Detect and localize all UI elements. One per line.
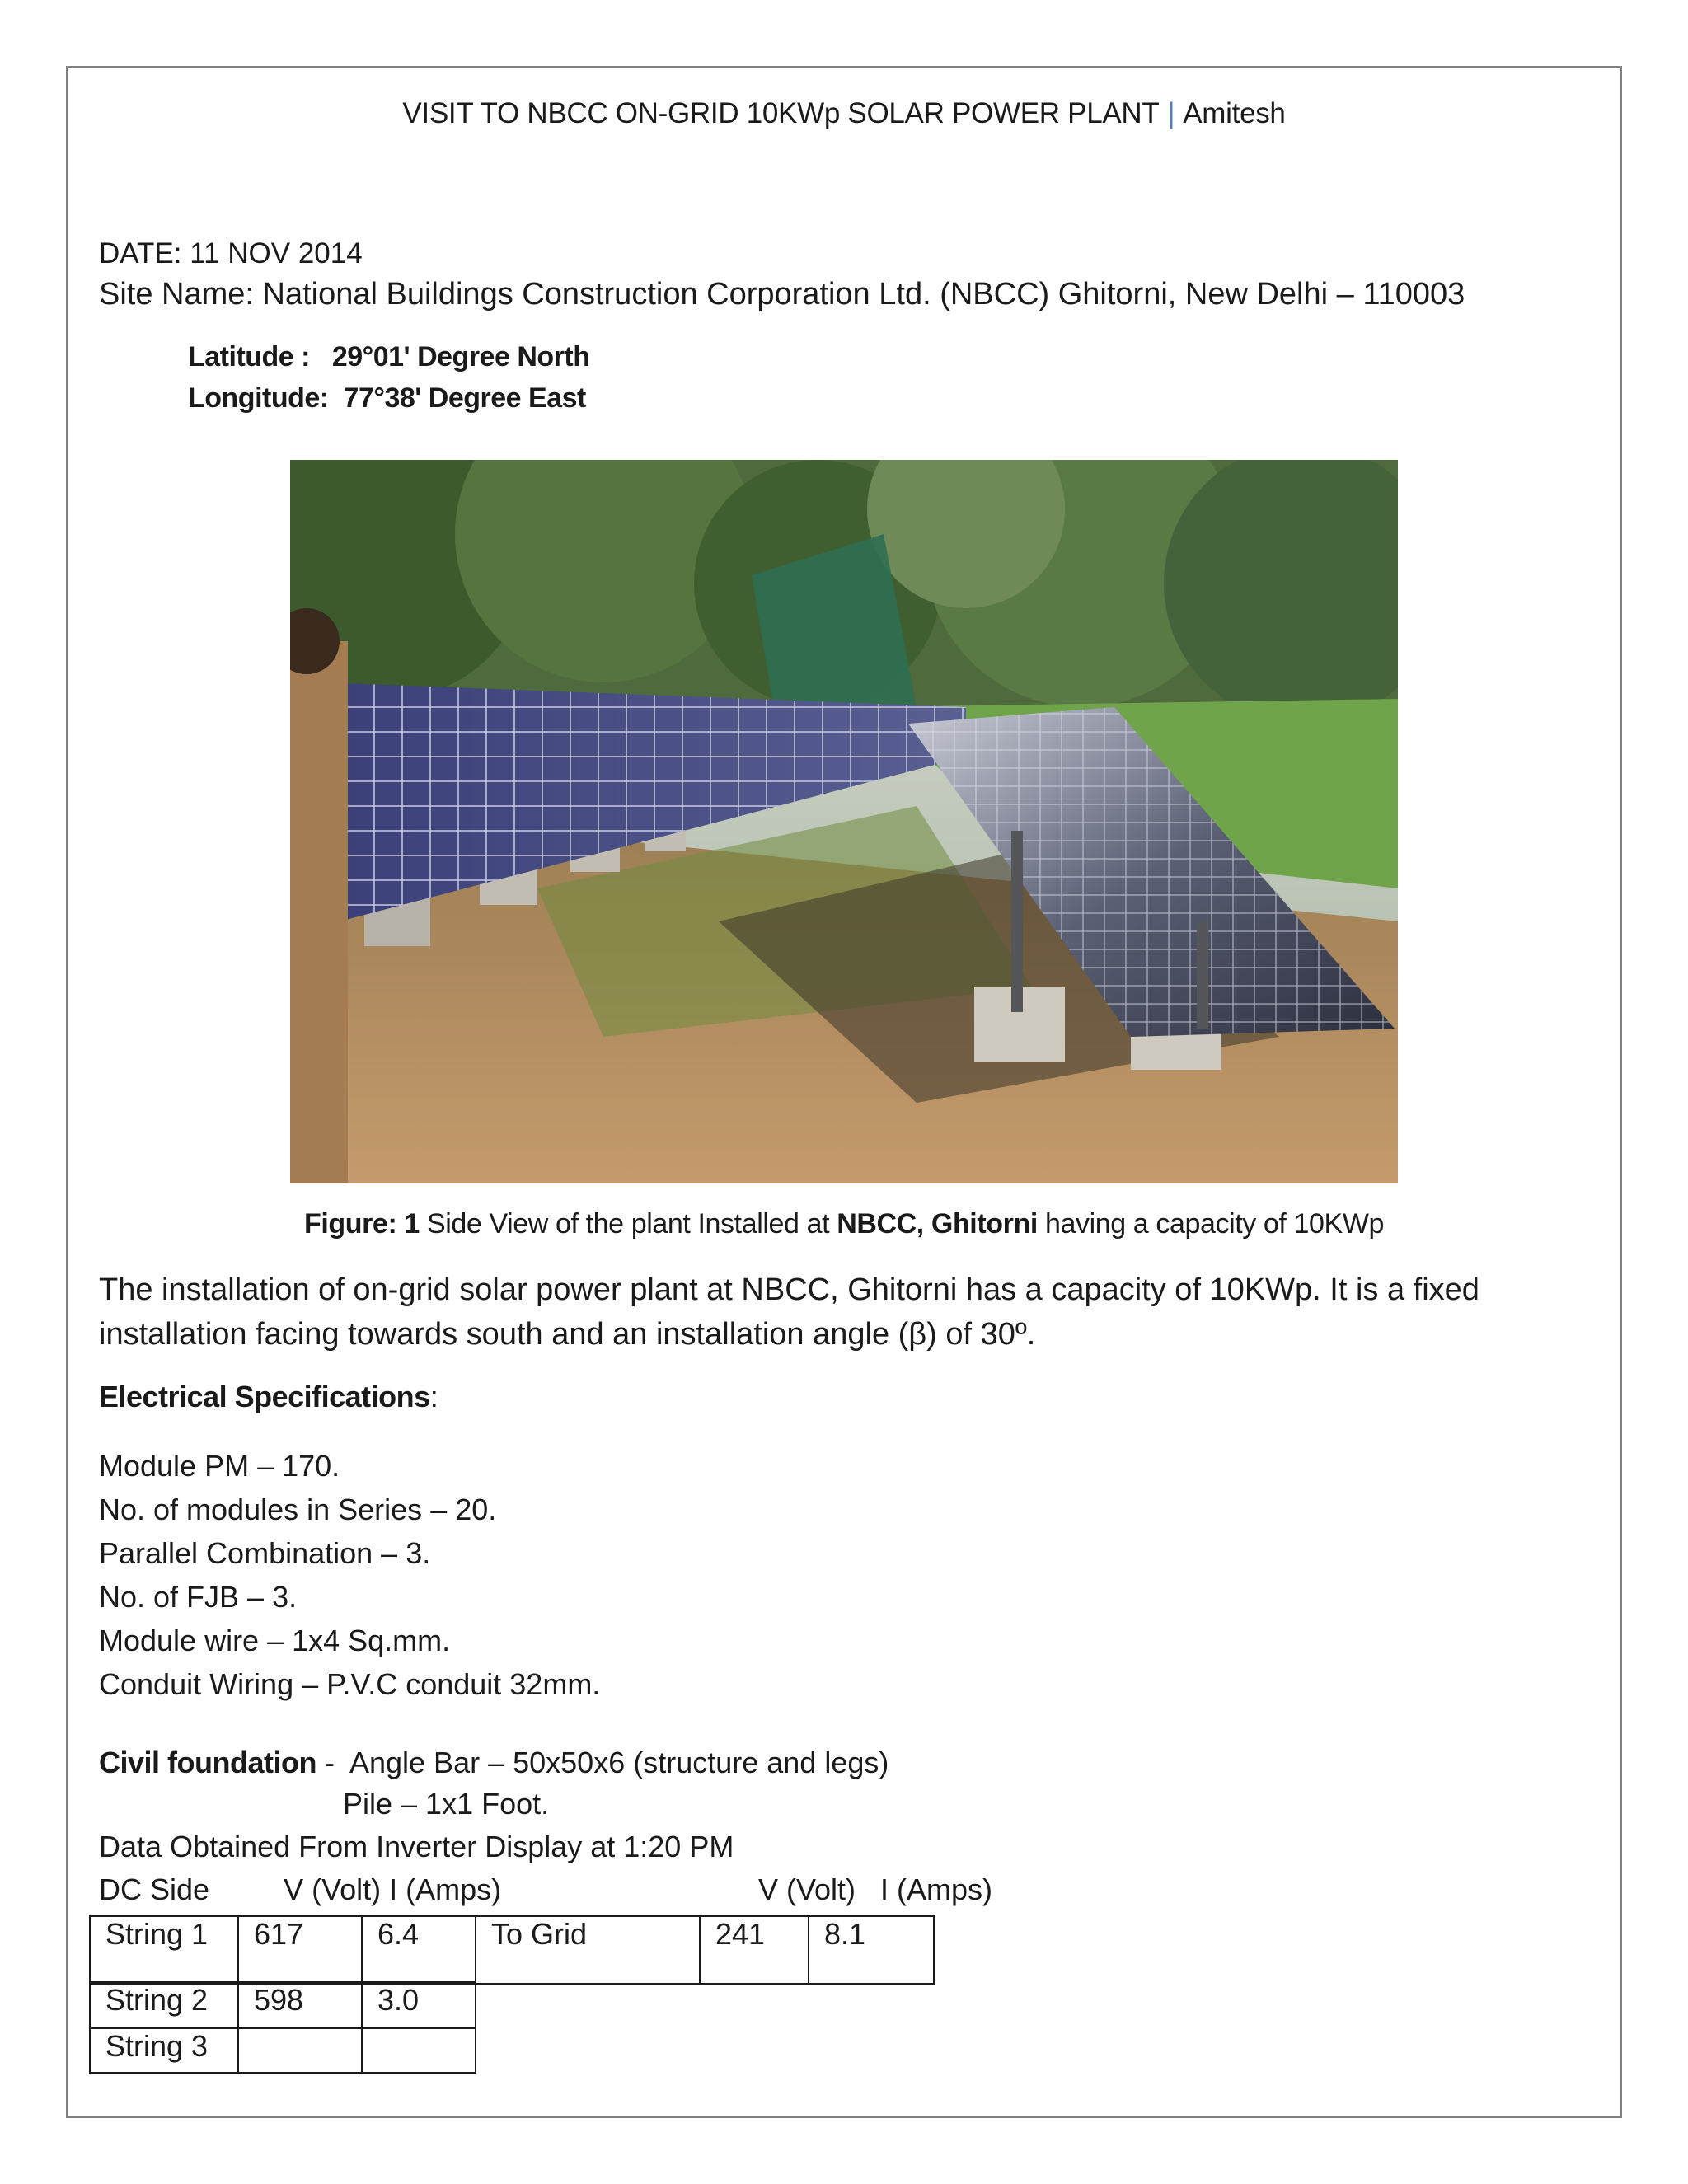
electrical-heading-text: Electrical Specifications xyxy=(99,1380,430,1413)
string-name-cell: String 3 xyxy=(90,2028,238,2073)
grid-label-cell: To Grid xyxy=(476,1916,700,1984)
figure-label: Figure: 1 xyxy=(303,1208,420,1240)
header-separator: | xyxy=(1167,97,1175,129)
date-line: DATE: 11 NOV 2014 xyxy=(99,237,363,269)
civil-foundation-line xyxy=(99,1746,889,1780)
solar-plant-photo xyxy=(290,460,1398,1183)
spec-item: Module PM – 170. xyxy=(99,1449,340,1483)
civil-dash: - xyxy=(316,1746,349,1779)
latitude-value: 29°01' Degree North xyxy=(331,341,590,373)
string-voltage-cell: 617 xyxy=(238,1916,362,1984)
string-2-3-table xyxy=(89,1981,476,2074)
spec-item: No. of modules in Series – 20. xyxy=(99,1493,497,1526)
civil-line-1: Angle Bar – 50x50x6 (structure and legs) xyxy=(349,1746,889,1779)
table-row xyxy=(90,2028,476,2073)
ac-side-header: V (Volt) I (Amps) xyxy=(758,1872,993,1906)
longitude-label: Longitude: xyxy=(188,382,329,414)
longitude-line xyxy=(188,382,586,415)
latitude-line xyxy=(188,341,589,373)
grid-current-cell: 8.1 xyxy=(809,1916,934,1984)
latitude-label: Latitude : xyxy=(188,341,310,373)
civil-heading: Civil foundation xyxy=(99,1746,316,1779)
string-name-cell: String 2 xyxy=(90,1982,238,2028)
header-title: VISIT TO NBCC ON-GRID 10KWp SOLAR POWER PLANT xyxy=(402,97,1160,129)
civil-line-2: Pile – 1x1 Foot. xyxy=(343,1787,550,1821)
figure-caption xyxy=(0,1208,1688,1240)
string-current-cell xyxy=(362,2028,476,2073)
table-row xyxy=(90,1916,934,1984)
longitude-value: 77°38' Degree East xyxy=(343,382,586,414)
caption-text-after: having a capacity of 10KWp xyxy=(1037,1208,1385,1240)
grid-voltage-cell: 241 xyxy=(700,1916,809,1984)
header-author: Amitesh xyxy=(1183,97,1286,129)
spec-item: Conduit Wiring – P.V.C conduit 32mm. xyxy=(99,1667,601,1701)
string-voltage-cell xyxy=(238,2028,362,2073)
page-header xyxy=(0,97,1688,130)
dc-side-header: DC Side V (Volt) I (Amps) xyxy=(99,1872,502,1906)
spec-item: No. of FJB – 3. xyxy=(99,1580,298,1614)
string-current-cell: 3.0 xyxy=(362,1982,476,2028)
string-voltage-cell: 598 xyxy=(238,1982,362,2028)
inverter-data-title: Data Obtained From Inverter Display at 1:20 PM xyxy=(99,1830,734,1863)
electrical-heading xyxy=(99,1380,438,1414)
table-row xyxy=(90,1982,476,2028)
string-current-cell: 6.4 xyxy=(362,1916,476,1984)
intro-paragraph: The installation of on-grid solar power plant at NBCC, Ghitorni has a capacity of 10KWp. It is a fixed installation facing towards south and an installation angle (β) of 30º. xyxy=(99,1272,1479,1352)
spec-item: Parallel Combination – 3. xyxy=(99,1536,431,1570)
electrical-spec-list xyxy=(99,1444,600,1706)
caption-place: NBCC, Ghitorni xyxy=(837,1208,1038,1240)
site-name: Site Name: National Buildings Construction Corporation Ltd. (NBCC) Ghitorni, New Delhi – 110003 xyxy=(99,277,1465,312)
spec-item: Module wire – 1x4 Sq.mm. xyxy=(99,1624,451,1657)
electrical-heading-colon: : xyxy=(429,1380,438,1413)
string-1-table xyxy=(89,1915,935,1985)
string-name-cell: String 1 xyxy=(90,1916,238,1984)
caption-text-before: Side View of the plant Installed at xyxy=(419,1208,837,1240)
